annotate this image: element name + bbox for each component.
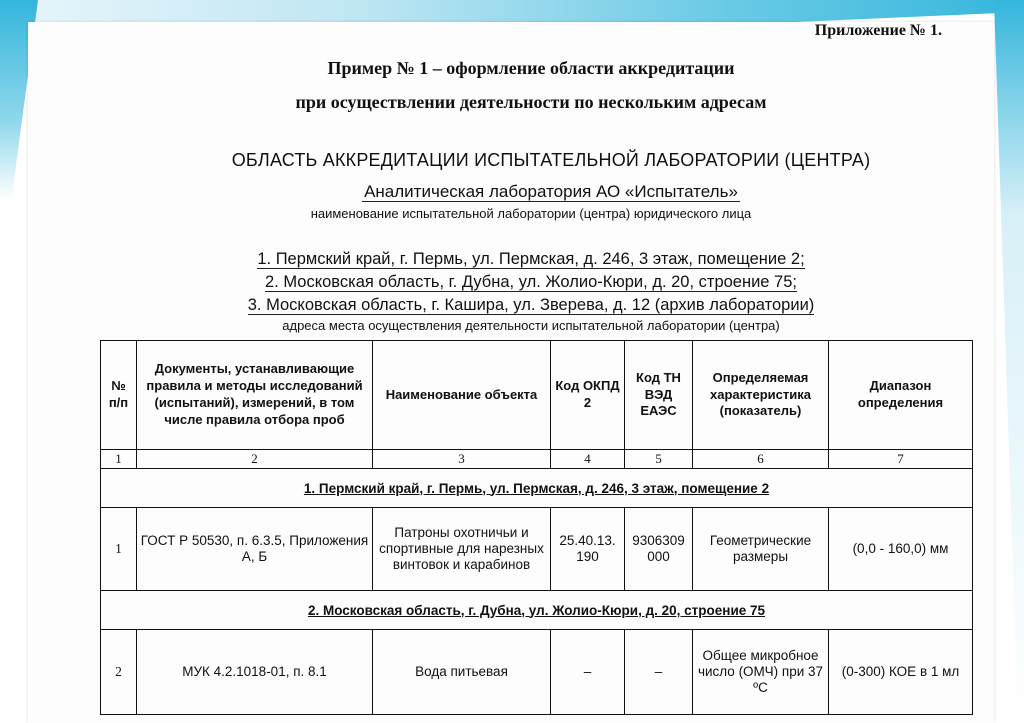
cell-object: Вода питьевая	[373, 630, 551, 715]
header-documents: Документы, устанавливающие правила и методы исследований (испытаний), измерений, в том числе правила отбора проб	[137, 341, 373, 450]
column-number: 5	[625, 450, 693, 469]
header-characteristic: Определяемая характеристика (показатель)	[693, 341, 829, 450]
section-title: 2. Московская область, г. Дубна, ул. Жолио-Кюри, д. 20, строение 75	[101, 591, 973, 630]
column-number: 1	[101, 450, 137, 469]
cell-number: 2	[101, 630, 137, 715]
section-row	[101, 469, 973, 508]
cell-number: 1	[101, 508, 137, 591]
cell-characteristic: Общее микробное число (ОМЧ) при 37 ºС	[693, 630, 829, 715]
table-row	[101, 630, 973, 715]
address-1-text: 1. Пермский край, г. Пермь, ул. Пермская, д. 246, 3 этаж, помещение 2;	[257, 250, 805, 268]
address-line-3	[48, 296, 1014, 315]
cell-document: ГОСТ Р 50530, п. 6.3.5, Приложения А, Б	[137, 508, 373, 591]
document-page	[28, 22, 994, 723]
address-3-text: 3. Московская область, г. Кашира, ул. Зверева, д. 12 (архив лаборатории)	[247, 296, 815, 314]
header-tnved: Код ТН ВЭД ЕАЭС	[625, 341, 693, 450]
table-row	[101, 508, 973, 591]
scope-heading: ОБЛАСТЬ АККРЕДИТАЦИИ ИСПЫТАТЕЛЬНОЙ ЛАБОРАТОРИИ (ЦЕНТРА)	[231, 150, 871, 170]
appendix-label: Приложение № 1.	[814, 22, 942, 39]
cell-characteristic: Геометрические размеры	[693, 508, 829, 591]
lab-name	[68, 182, 1024, 202]
column-number: 2	[137, 450, 373, 469]
lab-caption: наименование испытательной лаборатории (центра) юридического лица	[310, 206, 752, 221]
column-number: 3	[373, 450, 551, 469]
column-number: 6	[693, 450, 829, 469]
table-header-row	[101, 341, 973, 450]
example-subtitle: при осуществлении деятельности по нескольким адресам	[295, 92, 767, 112]
cell-okpd: 25.40.13. 190	[551, 508, 625, 591]
header-range: Диапазон определения	[829, 341, 973, 450]
cell-okpd: –	[551, 630, 625, 715]
section-row	[101, 591, 973, 630]
address-line-2	[48, 273, 1014, 292]
header-number: № п/п	[101, 341, 137, 450]
cell-tnved: –	[625, 630, 693, 715]
header-okpd: Код ОКПД 2	[551, 341, 625, 450]
addresses-caption: адреса места осуществления деятельности испытательной лаборатории (центра)	[282, 318, 780, 333]
cell-object: Патроны охотничьи и спортивные для нарезных винтовок и карабинов	[373, 508, 551, 591]
cell-document: МУК 4.2.1018-01, п. 8.1	[137, 630, 373, 715]
lab-name-text: Аналитическая лаборатория АО «Испытатель»	[364, 182, 738, 201]
address-2-text: 2. Московская область, г. Дубна, ул. Жолио-Кюри, д. 20, строение 75;	[265, 273, 797, 291]
section-title: 1. Пермский край, г. Пермь, ул. Пермская, д. 246, 3 этаж, помещение 2	[101, 469, 973, 508]
cell-range: (0,0 - 160,0) мм	[829, 508, 973, 591]
column-number: 4	[551, 450, 625, 469]
cell-tnved: 9306309 000	[625, 508, 693, 591]
column-number: 7	[829, 450, 973, 469]
cell-range: (0-300) КОЕ в 1 мл	[829, 630, 973, 715]
accreditation-scope-table	[100, 340, 973, 715]
header-object: Наименование объекта	[373, 341, 551, 450]
example-title: Пример № 1 – оформление области аккредитации	[327, 58, 735, 78]
address-line-1	[48, 250, 1014, 269]
column-number-row	[101, 450, 973, 469]
